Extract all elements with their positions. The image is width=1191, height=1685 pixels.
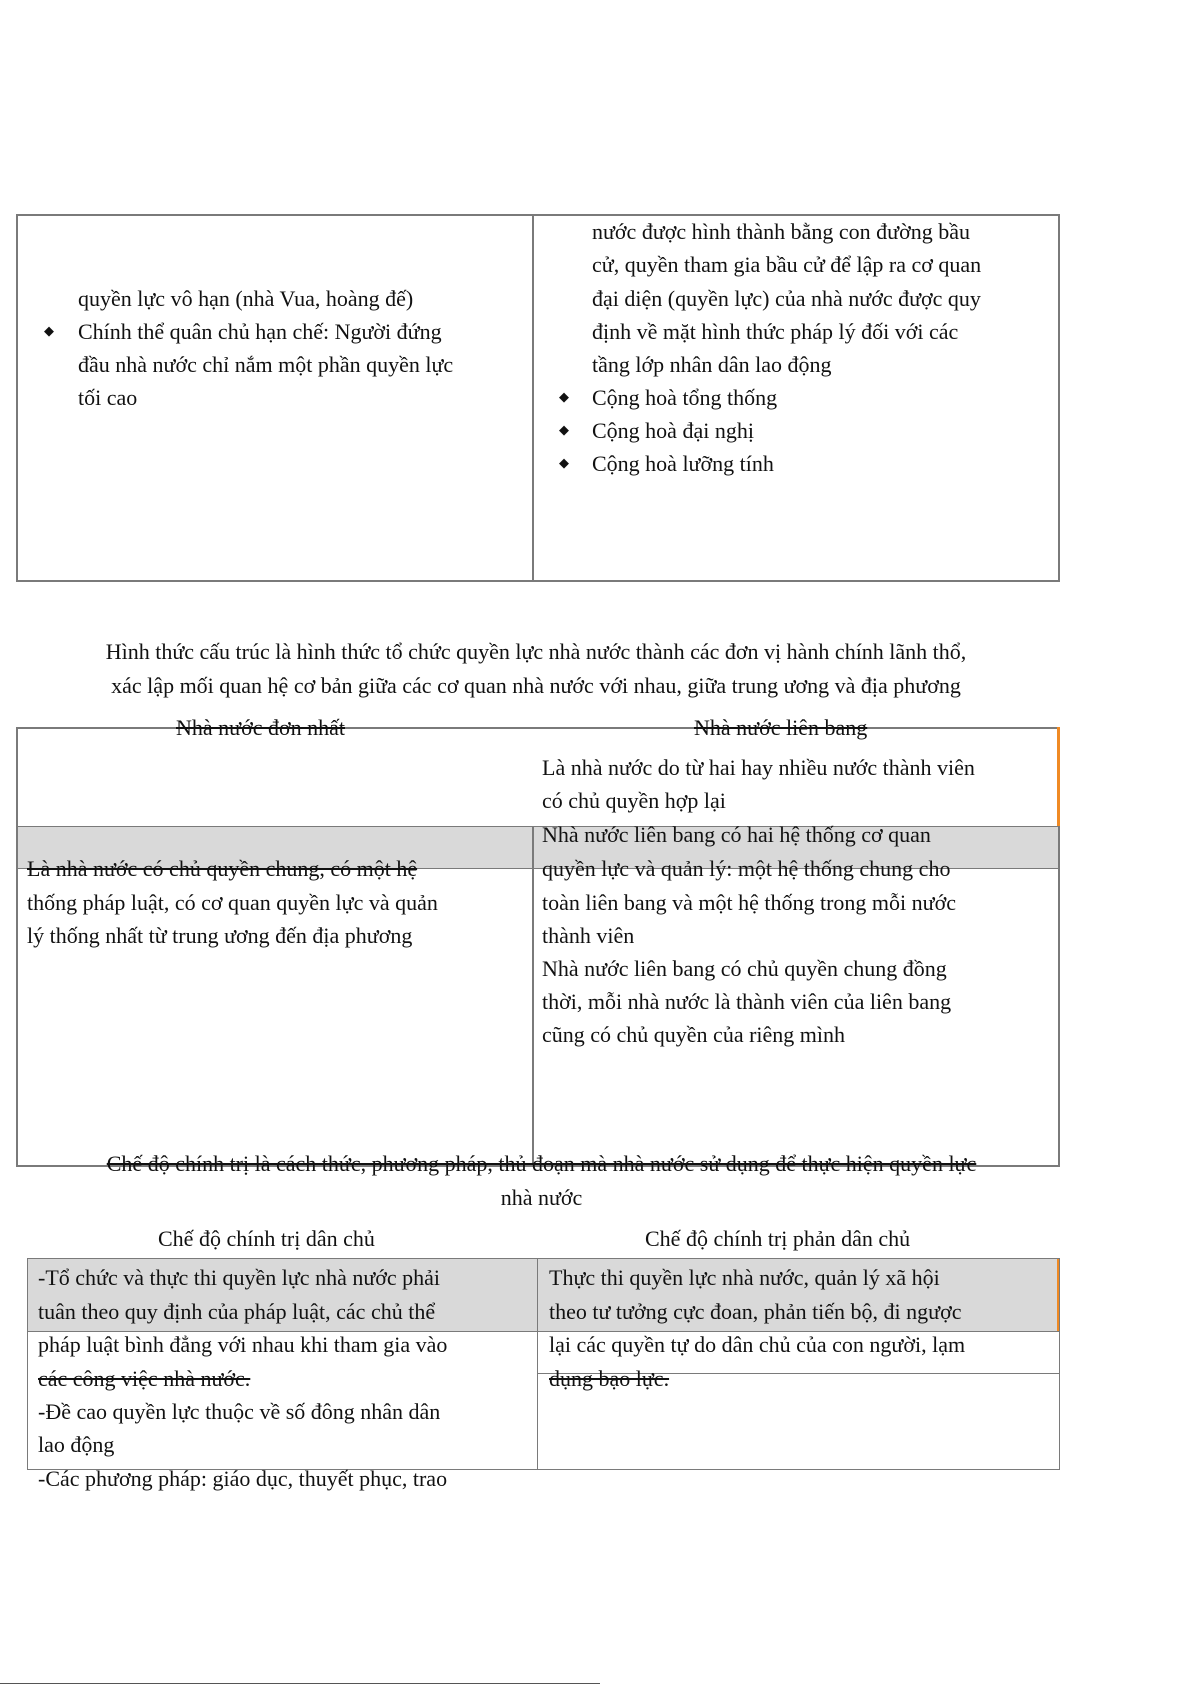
table2-left-line: Là nhà nước có chủ quyền chung, có một hệ (27, 856, 418, 881)
table2-left-line: thống pháp luật, có cơ quan quyền lực và quản (27, 890, 438, 915)
table2-right-line: thành viên (542, 923, 635, 948)
table1-left-bullet-line: Chính thể quân chủ hạn chế: Người đứng (78, 319, 442, 344)
table2-right-line: Nhà nước liên bang có chủ quyền chung đồng (542, 956, 947, 981)
table3-left-line: pháp luật bình đẳng với nhau khi tham gia vào (38, 1332, 448, 1357)
table2-divider (532, 826, 534, 1167)
table2-right-line: quyền lực và quản lý: một hệ thống chung cho (542, 856, 951, 881)
table3-right-line: theo tư tưởng cực đoan, phản tiến bộ, đi ngược (549, 1299, 962, 1324)
table2-right-line: Nhà nước liên bang có hai hệ thống cơ quan (542, 822, 931, 847)
table1-left-line1: quyền lực vô hạn (nhà Vua, hoàng đế) (78, 286, 414, 311)
regime-intro-line2: nhà nước (500, 1185, 583, 1210)
table1-right-line: cử, quyền tham gia bầu cử để lập ra cơ quan (592, 252, 982, 277)
diamond-bullet-icon: ◆ (559, 390, 569, 405)
table2-right-line: thời, mỗi nhà nước là thành viên của liên bang (542, 989, 952, 1014)
table3-left-line: -Đề cao quyền lực thuộc về số đông nhân dân (38, 1399, 441, 1424)
table1-right-line: định về mặt hình thức pháp lý đối với các (592, 319, 959, 344)
diamond-bullet-icon: ◆ (44, 324, 54, 339)
table3-left-line: tuân theo quy định của pháp luật, các chủ thể (38, 1299, 436, 1324)
table2-right-line: cũng có chủ quyền của riêng mình (542, 1022, 846, 1047)
table1-right-line: tầng lớp nhân dân lao động (592, 352, 832, 377)
table3-left-line: các công việc nhà nước. (38, 1366, 251, 1391)
diamond-bullet-icon: ◆ (559, 423, 569, 438)
structure-intro-line1: Hình thức cấu trúc là hình thức tổ chức quyền lực nhà nước thành các đơn vị hành chính lãnh thổ, (105, 639, 967, 664)
table3-left-line: -Các phương pháp: giáo dục, thuyết phục, trao (38, 1466, 448, 1491)
table1-right-line: nước được hình thành bằng con đường bầu (592, 219, 970, 244)
table2-accent-edge (1057, 727, 1060, 826)
table1-right-bullet: Cộng hoà tổng thống (592, 385, 778, 410)
table2-right-line: toàn liên bang và một hệ thống trong mỗi nước (542, 890, 956, 915)
table1-right-bullet: Cộng hoà đại nghị (592, 418, 754, 443)
structure-intro-line2: xác lập mối quan hệ cơ bản giữa các cơ quan nhà nước với nhau, giữa trung ương và địa phương (111, 673, 961, 698)
table3-header-right: Chế độ chính trị phản dân chủ (645, 1226, 911, 1251)
page-bottom-rule (0, 1683, 600, 1684)
table2-header-right: Nhà nước liên bang (694, 715, 868, 740)
table1-right-line: đại diện (quyền lực) của nhà nước được quy (592, 286, 981, 311)
table2-header-left: Nhà nước đơn nhất (176, 715, 345, 740)
table3-left-line: -Tổ chức và thực thi quyền lực nhà nước phải (38, 1265, 441, 1290)
table3-divider (537, 1259, 538, 1470)
diamond-bullet-icon: ◆ (559, 456, 569, 471)
table2-left-line: lý thống nhất từ trung ương đến địa phương (27, 923, 413, 948)
table2-right-line: có chủ quyền hợp lại (542, 788, 726, 813)
table1-right-bullet: Cộng hoà lưỡng tính (592, 451, 774, 476)
regime-intro-line1: Chế độ chính trị là cách thức, phương pháp, thủ đoạn mà nhà nước sử dụng để thực hiện quyền lực (106, 1151, 977, 1176)
table3-left-line: lao động (38, 1432, 115, 1457)
table3-right-line: Thực thi quyền lực nhà nước, quản lý xã hội (549, 1265, 940, 1290)
table1-left-bullet-line: tối cao (78, 385, 138, 410)
table3-right-line: lại các quyền tự do dân chủ của con người, lạm (549, 1332, 966, 1357)
table1-divider (532, 214, 534, 582)
table2-right-line: Là nhà nước do từ hai hay nhiều nước thành viên (542, 755, 975, 780)
table3-header-left: Chế độ chính trị dân chủ (158, 1226, 375, 1251)
table3-right-line: dụng bạo lực. (549, 1366, 670, 1391)
table1-left-bullet-line: đầu nhà nước chỉ nắm một phần quyền lực (78, 352, 454, 377)
